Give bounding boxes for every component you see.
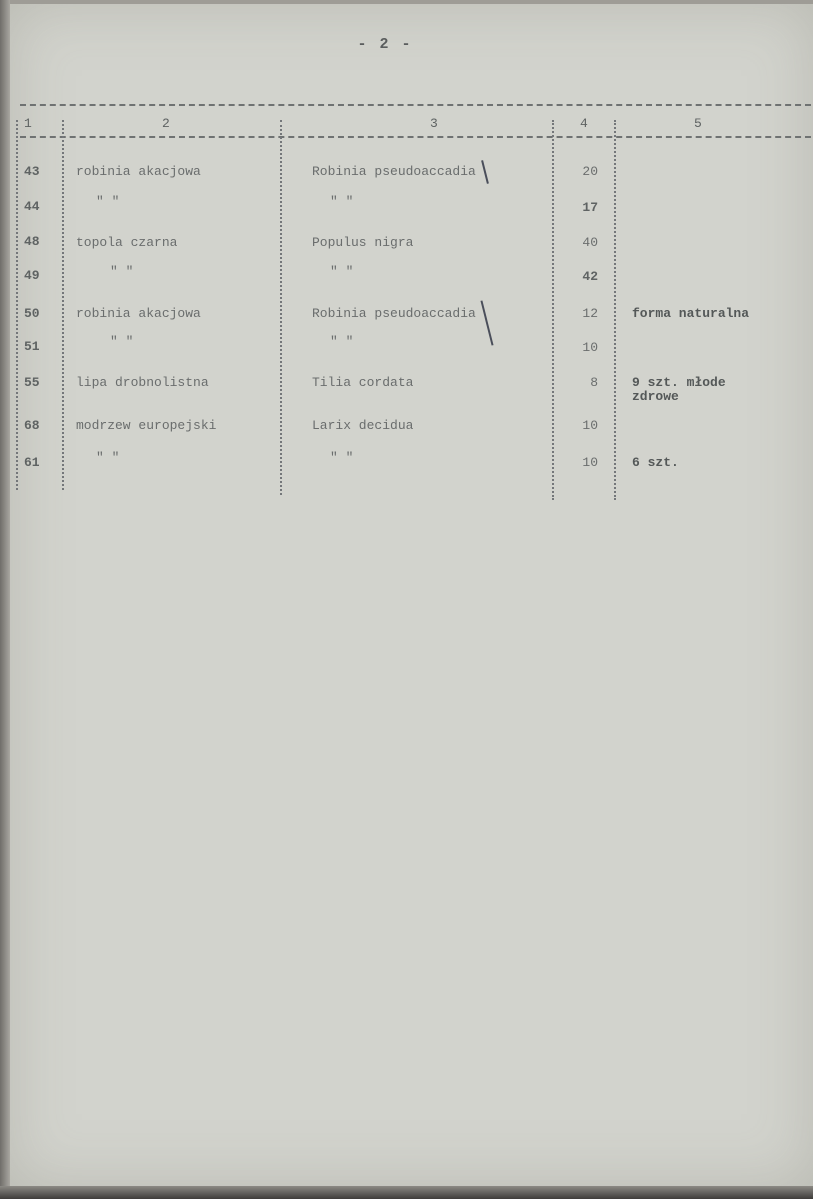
row-number: 43 (24, 164, 40, 179)
note-cell: 9 szt. młode zdrowe (632, 375, 726, 404)
row-number: 51 (24, 339, 40, 354)
page-number: - 2 - (357, 36, 413, 53)
column-separator (62, 120, 64, 490)
column-separator (614, 120, 616, 500)
header-col-4: 4 (580, 116, 588, 131)
value-cell: 20 (582, 164, 598, 179)
species-name-pl: topola czarna (76, 235, 178, 250)
species-name-lat: Populus nigra (312, 235, 414, 250)
header-col-1: 1 (24, 116, 32, 131)
species-name-lat: Tilia cordata (312, 375, 414, 390)
row-number: 49 (24, 268, 40, 283)
value-cell: 17 (582, 200, 598, 215)
ditto-mark: " " (330, 264, 354, 279)
species-name-pl: modrzew europejski (76, 418, 217, 433)
ditto-mark: " " (110, 334, 134, 349)
value-cell: 10 (582, 340, 598, 355)
value-cell: 42 (582, 269, 598, 284)
ditto-mark: " " (110, 264, 134, 279)
header-col-2: 2 (162, 116, 170, 131)
row-number: 44 (24, 199, 40, 214)
document-page (10, 4, 813, 1186)
column-separator (280, 120, 282, 495)
ditto-mark: " " (330, 334, 354, 349)
ditto-mark: " " (96, 450, 120, 465)
table-top-rule (20, 104, 811, 106)
row-number: 61 (24, 455, 40, 470)
value-cell: 10 (582, 418, 598, 433)
species-name-lat: Robinia pseudoaccadia (312, 164, 476, 179)
row-number: 55 (24, 375, 40, 390)
value-cell: 8 (590, 375, 598, 390)
ditto-mark: " " (330, 194, 354, 209)
value-cell: 12 (582, 306, 598, 321)
header-col-3: 3 (430, 116, 438, 131)
row-number: 48 (24, 234, 40, 249)
species-name-pl: robinia akacjowa (76, 306, 201, 321)
note-cell: 6 szt. (632, 455, 679, 470)
species-name-lat: Larix decidua (312, 418, 414, 433)
column-separator (552, 120, 554, 500)
row-number: 68 (24, 418, 40, 433)
value-cell: 40 (582, 235, 598, 250)
ditto-mark: " " (330, 450, 354, 465)
table-header-rule (20, 136, 811, 138)
ditto-mark: " " (96, 194, 120, 209)
species-name-pl: lipa drobnolistna (76, 375, 209, 390)
species-name-lat: Robinia pseudoaccadia (312, 306, 476, 321)
row-number: 50 (24, 306, 40, 321)
note-cell: forma naturalna (632, 306, 750, 321)
value-cell: 10 (582, 455, 598, 470)
species-name-pl: robinia akacjowa (76, 164, 201, 179)
scan-left-edge (0, 0, 10, 1199)
scan-bottom-edge (0, 1186, 813, 1199)
header-col-5: 5 (694, 116, 702, 131)
column-separator (16, 120, 18, 490)
